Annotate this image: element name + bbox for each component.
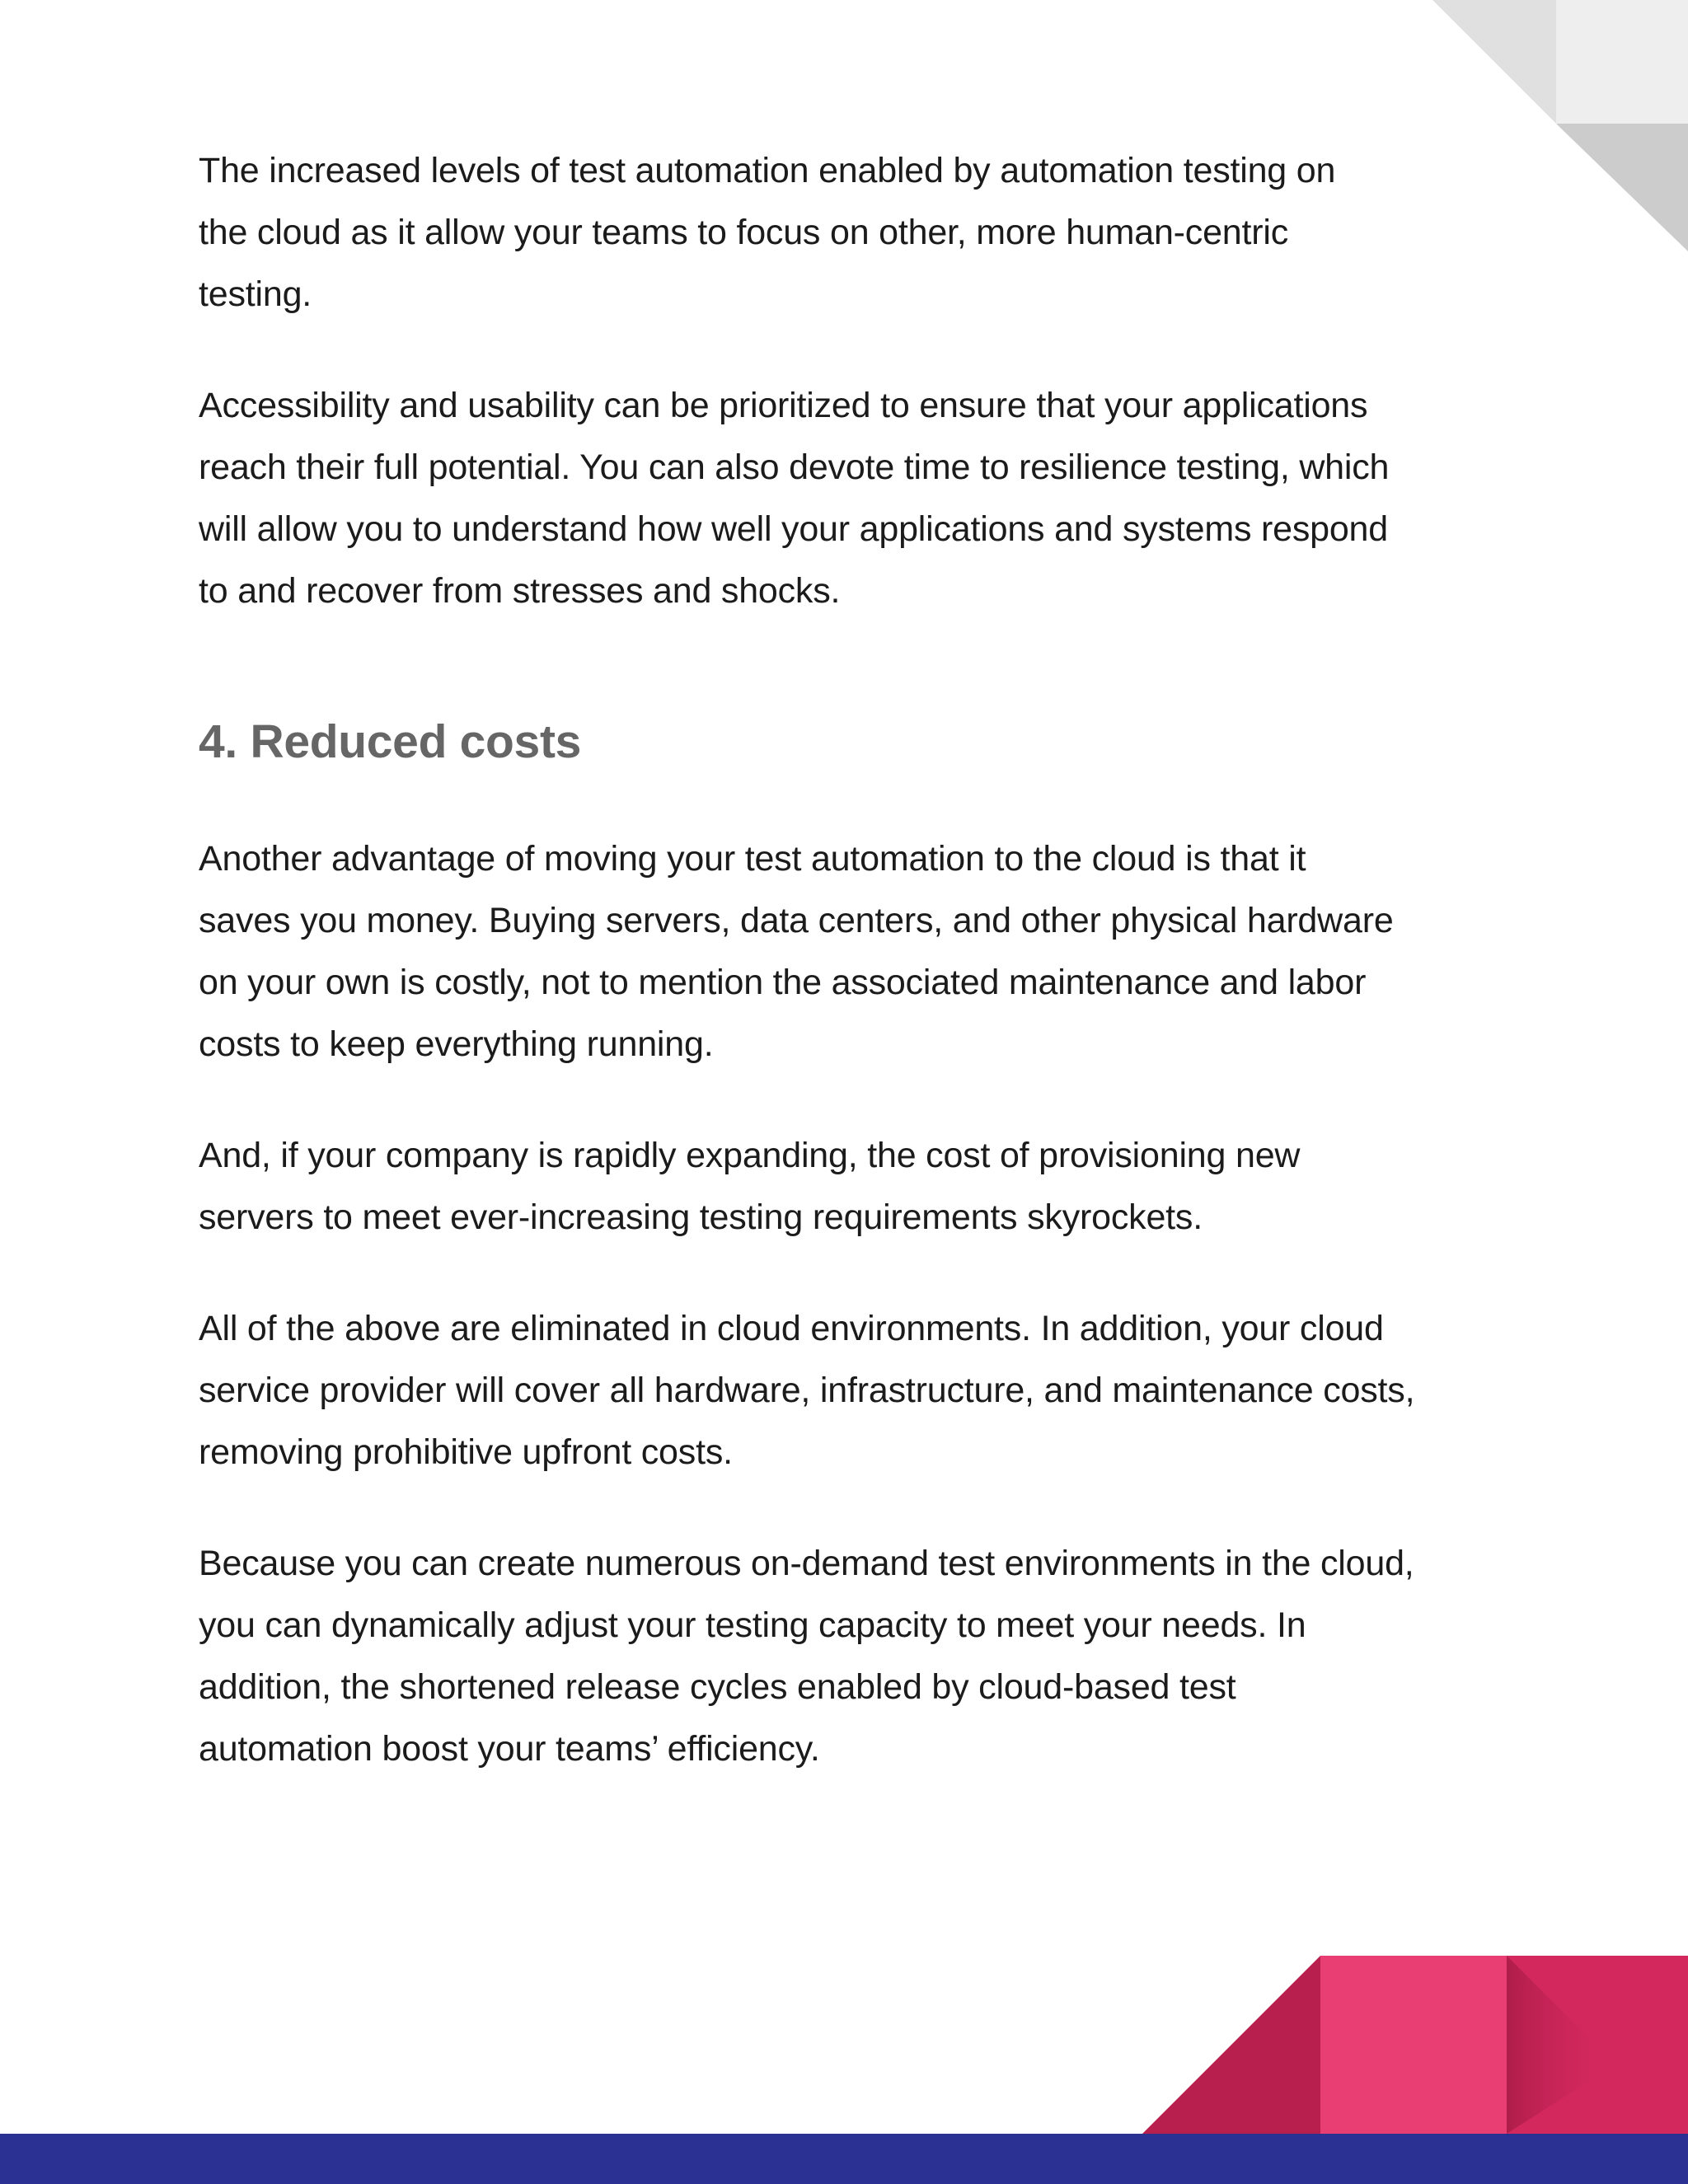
text-line: Another advantage of moving your test automation to the cloud is that it <box>199 839 1306 879</box>
text-line: Because you can create numerous on-demand test environments in the cloud, <box>199 1544 1414 1583</box>
text-line: automation boost your teams’ efficiency. <box>199 1729 820 1769</box>
text-line: testing. <box>199 274 312 314</box>
text-line: costs to keep everything running. <box>199 1024 714 1064</box>
paragraph-costs-2 <box>199 1125 1509 1249</box>
paragraph-intro-2 <box>199 375 1509 622</box>
paragraph-costs-1 <box>199 828 1509 1076</box>
paragraph-costs-4 <box>199 1533 1509 1780</box>
text-line: Accessibility and usability can be prioritized to ensure that your applications <box>199 386 1368 425</box>
text-line: servers to meet ever-increasing testing requirements skyrockets. <box>199 1197 1203 1237</box>
footer-bar <box>0 2134 1688 2184</box>
text-line: All of the above are eliminated in cloud environments. In addition, your cloud <box>199 1309 1384 1348</box>
text-line: The increased levels of test automation enabled by automation testing on <box>199 151 1336 190</box>
deco-fold-shadow <box>1507 1956 1615 2134</box>
text-line: on your own is costly, not to mention the associated maintenance and labor <box>199 963 1367 1002</box>
deco-gray-light-square <box>1556 0 1688 124</box>
paragraph-intro-1 <box>199 140 1509 326</box>
text-line: will allow you to understand how well your applications and systems respond <box>199 509 1388 549</box>
text-line: And, if your company is rapidly expanding, the cost of provisioning new <box>199 1136 1301 1175</box>
paragraph-costs-3 <box>199 1298 1509 1483</box>
text-line: addition, the shortened release cycles enabled by cloud-based test <box>199 1667 1236 1707</box>
text-line: removing prohibitive upfront costs. <box>199 1432 733 1472</box>
deco-mid-pink-rectangle <box>1507 1956 1688 2134</box>
text-line: reach their full potential. You can also devote time to resilience testing, which <box>199 448 1390 487</box>
section-heading: 4. Reduced costs <box>199 715 582 768</box>
deco-pink-rectangle <box>1320 1956 1507 2134</box>
text-line: service provider will cover all hardware, infrastructure, and maintenance costs, <box>199 1371 1415 1410</box>
text-line: to and recover from stresses and shocks. <box>199 571 841 611</box>
document-body <box>199 140 1509 1830</box>
text-line: you can dynamically adjust your testing capacity to meet your needs. In <box>199 1605 1306 1645</box>
deco-dark-pink-triangle <box>1142 1956 1320 2134</box>
deco-gray-mid-triangle <box>1432 0 1556 124</box>
text-line: saves you money. Buying servers, data centers, and other physical hardware <box>199 901 1394 940</box>
deco-gray-dark-triangle <box>1556 124 1688 251</box>
text-line: the cloud as it allow your teams to focus on other, more human-centric <box>199 213 1289 252</box>
